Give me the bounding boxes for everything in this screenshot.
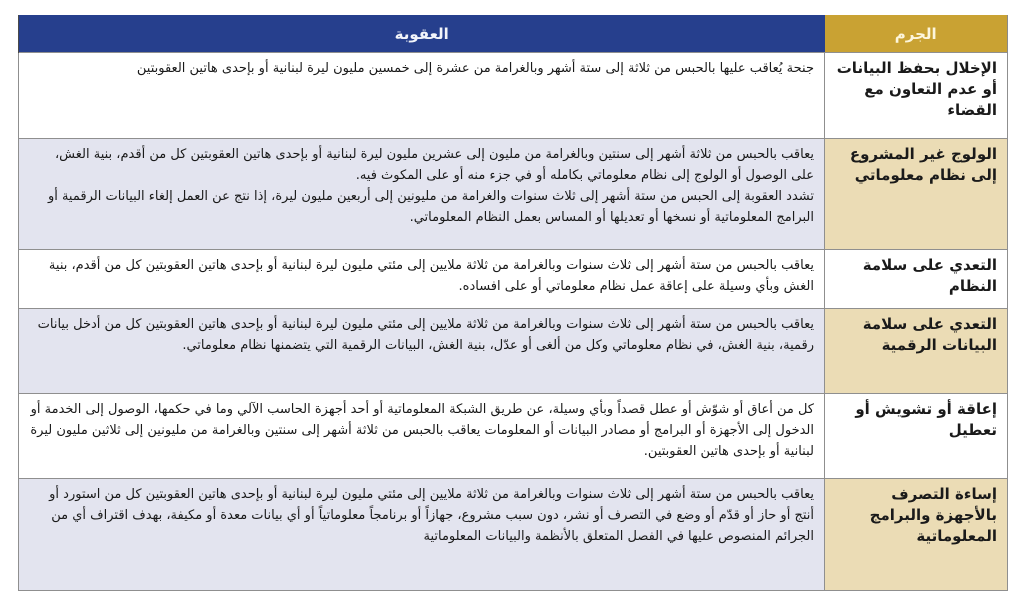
- crime-cell: التعدي على سلامة النظام: [825, 250, 1008, 309]
- crime-cell: التعدي على سلامة البيانات الرقمية: [825, 309, 1008, 394]
- penalty-cell: [19, 139, 825, 250]
- cybercrime-penalties-table-container: [19, 15, 1008, 591]
- table-row: [19, 394, 1008, 479]
- penalty-cell: [19, 250, 825, 309]
- penalty-text: يعاقب بالحبس من ستة أشهر إلى ثلاث سنوات وبالغرامة من ثلاثة ملايين إلى مئتي مليون ليرة لبنانية أو بإحدى هاتين العقوبتين كل من استورد أو أنتج أو حاز أو قدّم أو وضع في التصرف أو نشر، دون سبب مشروع، جهازاً أو برنامجاً معلوماتياً أو أي بيانات معدة أو مكيفة، بهدف اقتراف أي من الجرائم المنصوص عليها في الفصل المتعلق بالأنظمة والبيانات المعلوماتية: [49, 487, 814, 544]
- penalty-text: جنحة يُعاقب عليها بالحبس من ثلاثة إلى ستة أشهر وبالغرامة من عشرة إلى خمسين مليون ليرة لبنانية أو بإحدى هاتين العقوبتين: [136, 61, 814, 76]
- penalty-cell: [19, 309, 825, 394]
- crime-cell: إعاقة أو تشويش أو تعطيل: [825, 394, 1008, 479]
- penalty-text: يعاقب بالحبس من ستة أشهر إلى ثلاث سنوات وبالغرامة من ثلاثة ملايين إلى مئتي مليون ليرة لبنانية أو بإحدى هاتين العقوبتين كل من أدخل بيانات رقمية، بنية الغش، في نظام معلوماتي وكل من ألغى أو عدّل، بنية الغش، البيانات الرقمية التي يتضمنها نظام معلوماتي.: [37, 317, 814, 353]
- penalty-cell: [19, 394, 825, 479]
- cybercrime-penalties-table: [18, 15, 1008, 591]
- table-row: [19, 250, 1008, 309]
- table-row: [19, 139, 1008, 250]
- crime-cell: إساءة التصرف بالأجهزة والبرامج المعلوماتية: [825, 479, 1008, 591]
- penalty-text: يعاقب بالحبس من ستة أشهر إلى ثلاث سنوات وبالغرامة من ثلاثة ملايين إلى مئتي مليون ليرة لبنانية أو بإحدى هاتين العقوبتين كل من أقدم، بنية الغش وبأي وسيلة على إعاقة عمل نظام معلوماتي أو على افساده.: [48, 258, 814, 294]
- penalty-text-aggravated: تشدد العقوبة إلى الحبس من ستة أشهر إلى ثلاث سنوات والغرامة من مليونين إلى أربعين مليون ليرة، إذا نتج عن العمل إلغاء البيانات الرقمية أو البرامج المعلوماتية أو نسخها أو تعديلها أو المساس بعمل النظام المعلوماتي.: [47, 189, 814, 225]
- penalty-cell: [19, 53, 825, 139]
- penalty-cell: [19, 479, 825, 591]
- header-crime: الجرم: [825, 15, 1008, 53]
- crime-cell: الإخلال بحفظ البيانات أو عدم التعاون مع القضاء: [825, 53, 1008, 139]
- table-row: [19, 479, 1008, 591]
- penalty-text: يعاقب بالحبس من ثلاثة أشهر إلى سنتين وبالغرامة من مليون إلى عشرين مليون ليرة لبنانية أو بإحدى هاتين العقوبتين كل من أقدم، بنية الغش، على الوصول أو الولوج إلى نظام معلوماتي بكامله أو في جزء منه أو على المكوث فيه.: [54, 147, 814, 183]
- table-row: [19, 53, 1008, 139]
- penalty-text: كل من أعاق أو شوّش أو عطل قصداً وبأي وسيلة، عن طريق الشبكة المعلوماتية أو أحد أجهزة الحاسب الآلي وما في حكمها، الوصول إلى الخدمة أو الدخول إلى الأجهزة أو البرامج أو مصادر البيانات أو المعلومات يعاقب بالحبس من ثلاثة أشهر إلى سنتين وبالغرامة من مليونين إلى ثلاثين مليون ليرة لبنانية أو بإحدى هاتين العقوبتين.: [30, 402, 814, 459]
- header-penalty: العقوبة: [19, 15, 825, 53]
- table-row: [19, 309, 1008, 394]
- header-row: [19, 15, 1008, 53]
- crime-cell: الولوج غير المشروع إلى نظام معلوماتي: [825, 139, 1008, 250]
